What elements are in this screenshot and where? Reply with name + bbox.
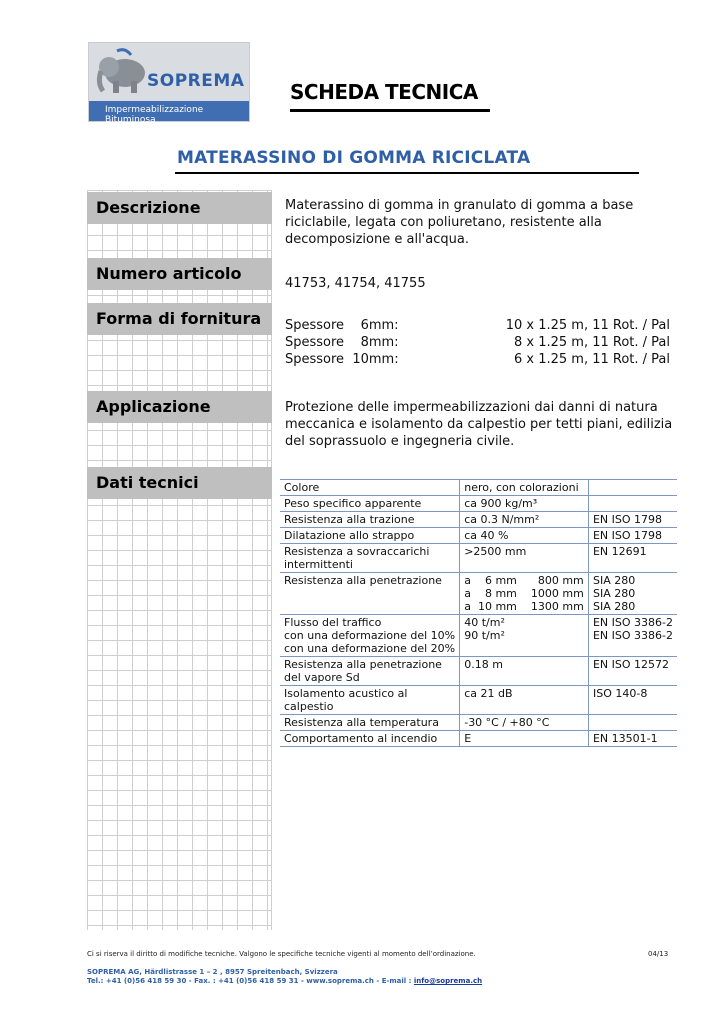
cell-line: ca 0.3 N/mm² [464,513,540,526]
cell-line: SIA 280 [592,574,636,587]
property-cell [280,573,460,615]
tech-row [280,512,677,528]
footer-disclaimer: Ci si riserva il diritto di modifiche tecniche. Valgono le specifiche tecniche vigenti al momento dell’ordinazione. [87,950,476,958]
cell-line: a 8 mm 1000 mm [464,587,584,600]
cell-line: >2500 mm [464,545,527,558]
heading-rule [290,109,490,112]
cell-line: ca 21 dB [464,687,513,700]
text-line: Protezione delle impermeabilizzazioni dai danni di natura [285,400,658,415]
cell-line: EN ISO 3386-2 [592,616,673,629]
forma-packaging: 8 x 1.25 m, 11 Rot. / Pal [513,335,670,350]
applicazione-text [285,399,672,450]
cell-line: Colore [284,481,320,494]
section-forma-di-fornitura [87,303,272,335]
product-title: MATERASSINO DI GOMMA RICICLATA [177,148,531,168]
value-cell [460,573,589,615]
cell-line: 90 t/m² [464,629,505,642]
property-cell [280,544,460,573]
tech-data-table [280,479,677,747]
forma-thickness: Spessore 8mm: [285,335,399,350]
cell-line: con una deformazione del 10% [284,629,456,642]
property-cell [280,657,460,686]
section-label: Forma di fornitura [96,309,262,328]
property-cell [280,512,460,528]
cell-line: Comportamento al incendio [284,732,438,745]
footer-contact [87,977,482,985]
cell-line: a 6 mm 800 mm [464,574,584,587]
value-cell [460,512,589,528]
tech-row [280,480,677,496]
logo-band [89,101,249,125]
cell-line: 0.18 m [464,658,503,671]
property-cell [280,715,460,731]
cell-line: Isolamento acustico al [284,687,408,700]
tech-row [280,496,677,512]
cell-line: SIA 280 [592,587,636,600]
value-cell [460,686,589,715]
value-cell [460,615,589,657]
norm-cell [588,512,677,528]
tech-row [280,731,677,747]
forma-thickness: Spessore 10mm: [285,352,399,367]
numero-articolo-value: 41753, 41754, 41755 [285,276,426,291]
tech-row [280,528,677,544]
footer-date: 04/13 [648,950,669,958]
norm-cell [588,544,677,573]
cell-line: Resistenza alla trazione [284,513,415,526]
cell-line: nero, con colorazioni [464,481,579,494]
footer-company-address: SOPREMA AG, Härdlistrasse 1 – 2 , 8957 Spreitenbach, Svizzera [87,968,338,976]
forma-thickness: Spessore 6mm: [285,318,399,333]
text-line: del soprassuolo e ingegneria civile. [285,434,515,449]
property-cell [280,615,460,657]
value-cell [460,496,589,512]
cell-line: intermittenti [284,558,353,571]
property-cell [280,496,460,512]
text-line: Materassino di gomma in granulato di gomma a base [285,198,634,213]
footer-email-link[interactable]: info@soprema.ch [413,977,483,985]
norm-cell [588,480,677,496]
norm-cell [588,715,677,731]
cell-line: ca 40 % [464,529,509,542]
norm-cell [588,528,677,544]
property-cell [280,480,460,496]
left-grid-column [87,190,272,930]
tech-row [280,715,677,731]
value-cell [460,528,589,544]
cell-line: Dilatazione allo strappo [284,529,415,542]
cell-line: a 10 mm 1300 mm [464,600,584,613]
cell-line: -30 °C / +80 °C [464,716,550,729]
footer-contact-text: Tel.: +41 (0)56 418 59 30 - Fax. : +41 (0)56 418 59 31 - www.soprema.ch - E-mail : [87,977,414,985]
cell-line: SIA 280 [592,600,636,613]
value-cell [460,544,589,573]
forma-packaging: 6 x 1.25 m, 11 Rot. / Pal [513,352,670,367]
norm-cell [588,657,677,686]
cell-line: ca 900 kg/m³ [464,497,538,510]
cell-line: Peso specifico apparente [284,497,422,510]
doc-type-heading: SCHEDA TECNICA [290,80,478,104]
section-numero-articolo [87,258,272,290]
value-cell [460,715,589,731]
norm-cell [588,731,677,747]
forma-packaging: 10 x 1.25 m, 11 Rot. / Pal [505,318,670,333]
soprema-logo [88,42,250,125]
forma-row [285,318,670,335]
cell-line: 40 t/m² [464,616,505,629]
cell-line: calpestio [284,700,334,713]
text-line: riciclabile, legata con poliuretano, resistente alla [285,215,602,230]
tech-row [280,544,677,573]
cell-line: ISO 140-8 [592,687,648,700]
text-line: decomposizione e all'acqua. [285,232,469,247]
tech-row [280,573,677,615]
cell-line: con una deformazione del 20% [284,642,456,655]
cell-line: EN ISO 3386-2 [592,629,673,642]
descrizione-text [285,197,633,248]
title-rule [175,172,639,174]
norm-cell [588,686,677,715]
section-label: Numero articolo [96,264,242,283]
section-label: Applicazione [96,397,211,416]
norm-cell [588,573,677,615]
cell-line: EN 12691 [592,545,647,558]
cell-line: Resistenza a sovraccarichi [284,545,430,558]
logo-tagline: Impermeabilizzazione Bituminosa [105,105,204,125]
tech-row [280,686,677,715]
section-label: Dati tecnici [96,473,199,492]
section-applicazione [87,391,272,423]
cell-line: Resistenza alla penetrazione [284,658,442,671]
tech-row [280,615,677,657]
text-line: meccanica e isolamento da calpestio per tetti piani, edilizia [285,417,673,432]
cell-line: EN 13501-1 [592,732,658,745]
forma-row [285,335,670,352]
tech-row [280,657,677,686]
logo-brand: SOPREMA [147,71,245,91]
section-label: Descrizione [96,198,201,217]
cell-line: del vapore Sd [284,671,360,684]
value-cell [460,480,589,496]
value-cell [460,731,589,747]
cell-line: Resistenza alla penetrazione [284,574,442,587]
value-cell [460,657,589,686]
property-cell [280,528,460,544]
cell-line: EN ISO 1798 [592,529,663,542]
elephant-icon [95,47,151,97]
cell-line: Resistenza alla temperatura [284,716,439,729]
norm-cell [588,496,677,512]
section-dati-tecnici [87,467,272,499]
property-cell [280,731,460,747]
cell-line: E [464,732,472,745]
cell-line: EN ISO 1798 [592,513,663,526]
norm-cell [588,615,677,657]
section-descrizione [87,192,272,224]
forma-row [285,352,670,369]
property-cell [280,686,460,715]
cell-line: Flusso del traffico [284,616,382,629]
cell-line: EN ISO 12572 [592,658,670,671]
